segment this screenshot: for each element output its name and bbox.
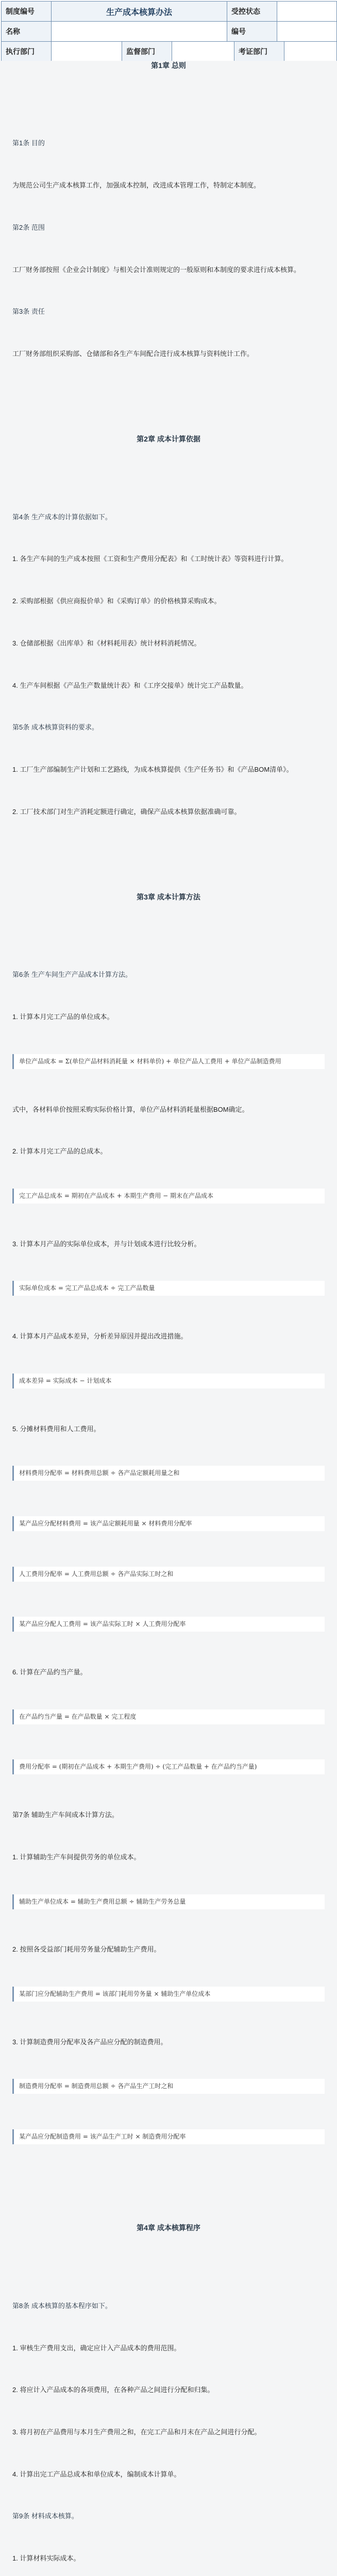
control-status-label: 受控状态 — [227, 2, 277, 21]
code-label: 制度编号 — [2, 2, 52, 21]
article-heading: 第2条 范围 — [12, 223, 45, 231]
header-table — [1, 1, 337, 62]
formula-block: 某产品应分配材料费用 = 该产品定额耗用量 × 材料费用分配率 — [12, 1516, 325, 1531]
paragraph: 4. 计算出完工产品总成本和单位成本，编制成本计算单。 — [12, 2470, 181, 2478]
exam-dept-value — [284, 42, 336, 61]
paragraph: 4. 生产车间根据《产品生产数量统计表》和《工序交接单》统计完工产品数量。 — [12, 681, 248, 689]
article-heading: 第5条 成本核算资料的要求。 — [12, 723, 98, 732]
paragraph: 工厂财务部组织采购部、仓储部和各生产车间配合进行成本核算与资料统计工作。 — [12, 349, 254, 358]
formula-block: 某部门应分配辅助生产费用 = 该部门耗用劳务量 × 辅助生产单位成本 — [12, 1987, 325, 2002]
doc-title: 生产成本核算办法 — [52, 2, 227, 21]
formula-block: 某产品应分配人工费用 = 该产品实际工时 × 人工费用分配率 — [12, 1617, 325, 1632]
paragraph: 4. 计算本月产品成本差异，分析差异原因并提出改进措施。 — [12, 1332, 188, 1341]
paragraph: 2. 采购部根据《供应商报价单》和《采购订单》的价格核算采购成本。 — [12, 597, 221, 605]
supervise-dept-value — [172, 42, 234, 61]
article-heading: 第6条 生产车间生产产品成本计算方法。 — [12, 971, 132, 979]
chapter-heading: 第1章 总则 — [151, 61, 186, 70]
section-spacer — [0, 849, 337, 860]
section-spacer — [0, 2180, 337, 2191]
article-heading: 第8条 成本核算的基本程序如下。 — [12, 2301, 112, 2310]
header-row-2 — [2, 22, 336, 42]
chapter-heading: 第4章 成本核算程序 — [137, 2224, 200, 2232]
paragraph: 式中，各材料单价按照采购实际价格计算，单位产品材料消耗量根据BOM确定。 — [12, 1105, 249, 1113]
paragraph: 2. 将应计入产品成本的各项费用，在各种产品之间进行分配和归集。 — [12, 2386, 214, 2394]
control-status-value — [277, 2, 336, 21]
paragraph: 3. 计算制造费用分配率及各产品应分配的制造费用。 — [12, 2038, 167, 2046]
paragraph: 为规范公司生产成本核算工作，加强成本控制，改进成本管理工作，特制定本制度。 — [12, 181, 261, 190]
article-heading: 第4条 生产成本的计算依据如下。 — [12, 513, 112, 521]
formula-block: 费用分配率 = (期初在产品成本 + 本期生产费用) ÷ (完工产品数量 + 在产品约当产量) — [12, 1759, 325, 1774]
article-heading: 第3条 责任 — [12, 308, 45, 316]
name-label: 名称 — [2, 22, 52, 41]
paragraph: 3. 计算本月产品的实际单位成本，并与计划成本进行比较分析。 — [12, 1240, 201, 1248]
number-label: 编号 — [227, 22, 277, 41]
paragraph: 3. 仓储部根据《出库单》和《材料耗用表》统计材料消耗情况。 — [12, 639, 201, 647]
paragraph: 第7条 辅助生产车间成本计算方法。 — [12, 1811, 119, 1819]
supervise-dept-label: 监督部门 — [122, 42, 172, 61]
paragraph: 1. 各生产车间的生产成本按照《工资和生产费用分配表》和《工时统计表》等资料进行计算。 — [12, 555, 288, 563]
paragraph: 6. 计算在产品约当产量。 — [12, 1668, 87, 1676]
paragraph: 2. 计算本月完工产品的总成本。 — [12, 1147, 107, 1156]
paragraph: 5. 分摊材料费用和人工费用。 — [12, 1425, 100, 1433]
formula-block: 辅助生产单位成本 = 辅助生产费用总额 ÷ 辅助生产劳务总量 — [12, 1894, 325, 1909]
section-spacer — [0, 391, 337, 402]
paragraph: 2. 工厂技术部门对生产消耗定额进行确定，确保产品成本核算依据准确可靠。 — [12, 807, 241, 816]
paragraph: 2. 按照各受益部门耗用劳务量分配辅助生产费用。 — [12, 1945, 161, 1954]
article-heading: 第9条 材料成本核算。 — [12, 2512, 78, 2520]
number-value — [277, 22, 336, 41]
header-row-1 — [2, 2, 336, 22]
formula-block: 成本差异 = 实际成本 − 计划成本 — [12, 1374, 325, 1388]
document-body — [0, 61, 337, 2576]
formula-block: 制造费用分配率 = 制造费用总额 ÷ 各产品生产工时之和 — [12, 2079, 325, 2094]
formula-block: 在产品约当产量 = 在产品数量 × 完工程度 — [12, 1709, 325, 1724]
chapter-heading: 第3章 成本计算方法 — [137, 893, 200, 902]
chapter-heading: 第2章 成本计算依据 — [137, 435, 200, 444]
paragraph: 1. 计算材料实际成本。 — [12, 2554, 80, 2563]
paragraph: 1. 工厂生产部编制生产计划和工艺路线，为成本核算提供《生产任务书》和《产品BOM清单》。 — [12, 765, 293, 773]
paragraph: 1. 计算本月完工产品的单位成本。 — [12, 1013, 114, 1021]
article-heading: 第1条 目的 — [12, 139, 45, 147]
header-row-3 — [2, 42, 336, 61]
formula-block: 某产品应分配制造费用 = 该产品生产工时 × 制造费用分配率 — [12, 2129, 325, 2144]
exec-dept-label: 执行部门 — [2, 42, 52, 61]
paragraph: 工厂财务部按照《企业会计制度》与相关会计准则规定的一般原则和本制度的要求进行成本核算。 — [12, 265, 301, 274]
formula-block: 单位产品成本 = Σ(单位产品材料消耗量 × 材料单价) + 单位产品人工费用 + 单位产品制造费用 — [12, 1054, 325, 1069]
paragraph: 1. 审核生产费用支出，确定应计入产品成本的费用范围。 — [12, 2344, 181, 2352]
formula-block: 实际单位成本 = 完工产品总成本 ÷ 完工产品数量 — [12, 1281, 325, 1296]
name-value — [52, 22, 227, 41]
paragraph: 3. 将月初在产品费用与本月生产费用之和，在完工产品和月末在产品之间进行分配。 — [12, 2428, 261, 2436]
exec-dept-value — [52, 42, 122, 61]
formula-block: 材料费用分配率 = 材料费用总额 ÷ 各产品定额耗用量之和 — [12, 1466, 325, 1481]
exam-dept-label: 考证部门 — [234, 42, 284, 61]
paragraph: 1. 计算辅助生产车间提供劳务的单位成本。 — [12, 1853, 141, 1861]
formula-block: 人工费用分配率 = 人工费用总额 ÷ 各产品实际工时之和 — [12, 1567, 325, 1582]
formula-block: 完工产品总成本 = 期初在产品成本 + 本期生产费用 − 期末在产品成本 — [12, 1189, 325, 1204]
